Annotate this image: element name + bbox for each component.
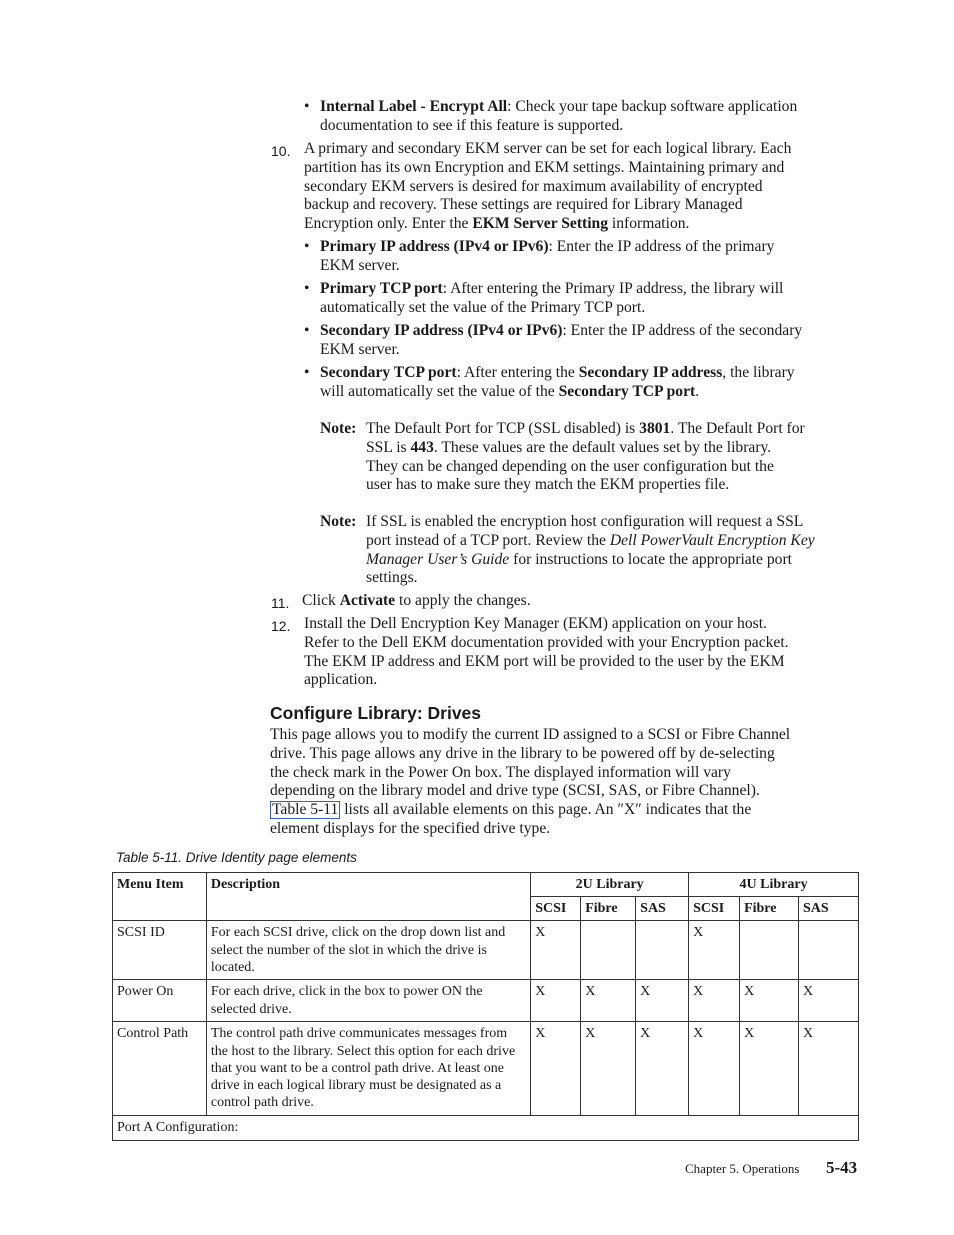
value: 443 <box>410 438 434 456</box>
text: SSL is <box>366 438 411 456</box>
text: They can be changed depending on the user configuration but the <box>366 457 774 475</box>
term: Secondary TCP port <box>558 382 696 400</box>
note-2 <box>366 513 815 588</box>
table-row <box>113 1116 859 1140</box>
table-cell: X <box>531 921 581 980</box>
text: : Enter the IP address of the secondary <box>562 322 803 339</box>
text: user has to make sure they match the EKM properties file. <box>366 476 730 494</box>
term: Primary TCP port <box>320 280 443 297</box>
column-header: SAS <box>636 897 689 921</box>
column-header: SCSI <box>689 897 740 921</box>
table-row <box>113 980 859 1022</box>
table-row <box>113 1022 859 1116</box>
step-number: 10. <box>271 143 291 159</box>
table-cell: X <box>636 980 689 1022</box>
term: Secondary IP address <box>578 364 723 381</box>
column-header: Fibre <box>581 897 636 921</box>
table-cell: For each drive, click in the box to power ON the selected drive. <box>206 980 530 1022</box>
paragraph-line: partition has its own Encryption and EKM settings. Maintaining primary and <box>304 158 785 176</box>
paragraph-text: Encryption only. Enter the <box>304 215 473 233</box>
paragraph-line: Refer to the Dell EKM documentation provided with your Encryption packet. <box>304 633 789 651</box>
drive-identity-table <box>112 872 859 1141</box>
table-cell: X <box>799 980 859 1022</box>
paragraph-line: depending on the library model and drive type (SCSI, SAS, or Fibre Channel). <box>270 782 760 800</box>
table-cell: Control Path <box>113 1022 207 1116</box>
paragraph-line: This page allows you to modify the current ID assigned to a SCSI or Fibre Channel <box>270 726 791 743</box>
text: documentation to see if this feature is supported. <box>320 116 624 134</box>
table-cell: X <box>740 1022 799 1116</box>
bullet-glyph: • <box>304 322 310 339</box>
text: . The Default Port for <box>670 420 805 437</box>
section-paragraph <box>270 726 790 839</box>
table-caption: Table 5-11. Drive Identity page elements <box>116 850 357 865</box>
paragraph-line: drive. This page allows any drive in the library to be powered off by de-selecting <box>270 744 775 762</box>
column-group-header: 4U Library <box>689 873 859 897</box>
bullet-glyph: • <box>304 238 310 255</box>
bullet-glyph: • <box>304 280 310 297</box>
bullet-primary-tcp <box>320 280 783 318</box>
table-cell: Port A Configuration: <box>113 1116 859 1140</box>
column-header: Fibre <box>740 897 799 921</box>
paragraph-line: The EKM IP address and EKM port will be provided to the user by the EKM <box>304 652 785 670</box>
table-header-row <box>113 873 859 897</box>
page-number: 5-43 <box>826 1158 858 1177</box>
text: If SSL is enabled the encryption host configuration will request a SSL <box>366 513 804 530</box>
table-cell: X <box>689 1022 740 1116</box>
paragraph-line: A primary and secondary EKM server can be set for each logical library. Each <box>304 140 792 157</box>
term: Activate <box>339 592 396 609</box>
paragraph-text: information. <box>608 215 690 233</box>
text: The Default Port for TCP (SSL disabled) is <box>366 420 640 437</box>
paragraph-line: element displays for the specified drive type. <box>270 819 551 837</box>
paragraph-line: application. <box>304 671 378 689</box>
table-cell <box>581 921 636 980</box>
text: port instead of a TCP port. Review the <box>366 531 610 549</box>
term: EKM Server Setting <box>472 215 609 233</box>
term: Secondary TCP port <box>320 364 457 381</box>
table-cell: The control path drive communicates messages from the host to the library. Select this option for each drive that you want to be a control path drive. At least one drive in each logical library must be designated as a control path drive. <box>206 1022 530 1116</box>
column-header: SAS <box>799 897 859 921</box>
text: EKM server. <box>320 256 400 274</box>
book-title: Manager User’s Guide <box>366 550 510 568</box>
bullet-glyph: • <box>304 364 310 381</box>
text: , the library <box>722 364 795 381</box>
table-cell: X <box>581 1022 636 1116</box>
text: will automatically set the value of the <box>320 382 559 400</box>
text: : After entering the <box>456 364 579 381</box>
text: . <box>695 382 700 400</box>
text: : Enter the IP address of the primary <box>548 238 775 255</box>
table-cell <box>799 921 859 980</box>
value: 3801 <box>639 420 671 437</box>
table-cell: X <box>531 980 581 1022</box>
table-cell <box>740 921 799 980</box>
bullet-secondary-tcp <box>320 364 795 402</box>
table-cell: X <box>531 1022 581 1116</box>
text: settings. <box>366 569 418 587</box>
term: Secondary IP address (IPv4 or IPv6) <box>320 322 563 339</box>
note-label: Note: <box>320 513 357 530</box>
column-header: Menu Item <box>113 873 207 921</box>
table-cell: X <box>740 980 799 1022</box>
paragraph-line: the check mark in the Power On box. The displayed information will vary <box>270 763 731 781</box>
paragraph-line: Install the Dell Encryption Key Manager (EKM) application on your host. <box>304 615 767 632</box>
text: : After entering the Primary IP address, the library will <box>442 280 784 297</box>
term: Internal Label - Encrypt All <box>320 98 508 115</box>
paragraph-text: lists all available elements on this page. An ″X″ indicates that the <box>340 801 752 819</box>
table-cell: SCSI ID <box>113 921 207 980</box>
paragraph-line: backup and recovery. These settings are required for Library Managed <box>304 196 743 214</box>
table-cell: X <box>799 1022 859 1116</box>
table-cell: X <box>689 921 740 980</box>
text: . These values are the default values set by the library. <box>433 438 772 456</box>
book-title: Dell PowerVault Encryption Key <box>609 531 815 549</box>
table-row <box>113 921 859 980</box>
table-cell: For each SCSI drive, click on the drop down list and select the number of the slot in which the drive is located. <box>206 921 530 980</box>
note-1 <box>366 420 805 495</box>
column-header: Description <box>206 873 530 921</box>
column-group-header: 2U Library <box>531 873 689 897</box>
table-cell: X <box>636 1022 689 1116</box>
step-number: 11. <box>271 595 290 611</box>
section-heading: Configure Library: Drives <box>270 703 482 723</box>
table-cell: X <box>581 980 636 1022</box>
term: Primary IP address (IPv4 or IPv6) <box>320 238 549 255</box>
text: for instructions to locate the appropriate port <box>509 550 793 568</box>
column-header: SCSI <box>531 897 581 921</box>
paragraph-line: secondary EKM servers is desired for maximum availability of encrypted <box>304 177 763 195</box>
text: automatically set the value of the Primary TCP port. <box>320 298 646 316</box>
bullet-secondary-ip <box>320 322 802 360</box>
step-number: 12. <box>271 618 291 634</box>
text: EKM server. <box>320 340 400 358</box>
bullet-glyph: • <box>304 98 310 115</box>
table-cell <box>636 921 689 980</box>
table-cell: Power On <box>113 980 207 1022</box>
footer-chapter: Chapter 5. Operations <box>685 1161 800 1176</box>
table-5-11-link[interactable]: Table 5-11 <box>272 801 339 819</box>
text: Click <box>302 592 340 609</box>
text: to apply the changes. <box>395 592 531 609</box>
table-cell: X <box>689 980 740 1022</box>
note-label: Note: <box>320 420 357 437</box>
text: : Check your tape backup software application <box>507 98 798 115</box>
bullet-primary-ip <box>320 238 774 276</box>
